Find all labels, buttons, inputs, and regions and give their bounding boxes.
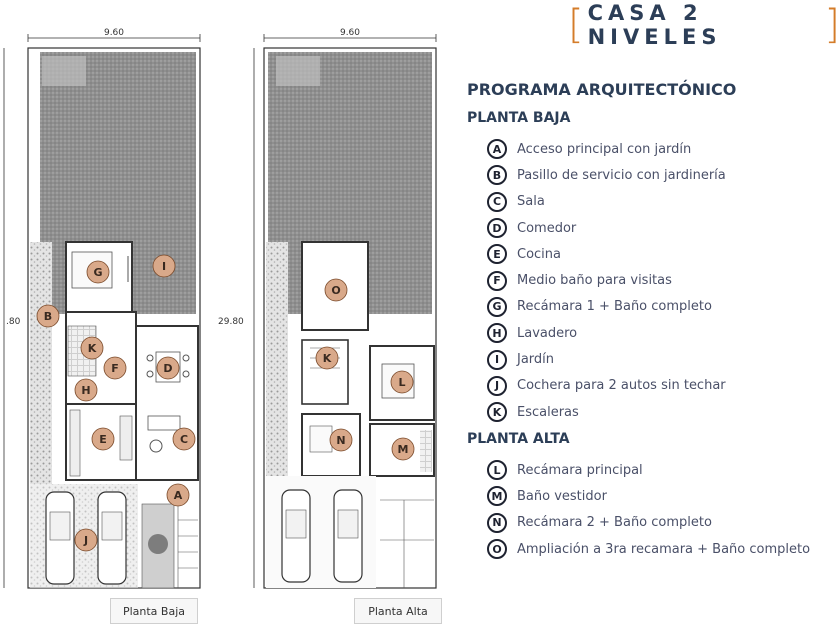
letter-badge: M bbox=[487, 486, 507, 506]
letter-badge: E bbox=[487, 244, 507, 264]
room-marker-f bbox=[104, 357, 126, 379]
list-item bbox=[487, 346, 726, 372]
svg-text:E: E bbox=[99, 433, 107, 446]
letter-badge: D bbox=[487, 218, 507, 238]
caption-planta-alta: Planta Alta bbox=[354, 598, 442, 624]
room-marker-d bbox=[157, 357, 179, 379]
svg-text:F: F bbox=[111, 362, 119, 375]
letter-badge: G bbox=[487, 297, 507, 317]
svg-text:H: H bbox=[81, 384, 91, 397]
svg-text:D: D bbox=[163, 362, 173, 375]
item-text: Comedor bbox=[517, 220, 577, 236]
program-heading: PROGRAMA ARQUITECTÓNICO bbox=[467, 80, 737, 99]
list-item bbox=[487, 320, 726, 346]
letter-badge: I bbox=[487, 350, 507, 370]
list-item bbox=[487, 373, 726, 399]
letter-badge: B bbox=[487, 165, 507, 185]
letter-badge: K bbox=[487, 402, 507, 422]
room-marker-h bbox=[75, 379, 97, 401]
room-marker-n bbox=[330, 429, 352, 451]
list-item bbox=[487, 399, 726, 425]
svg-text:N: N bbox=[336, 434, 346, 447]
item-text: Cochera para 2 autos sin techar bbox=[517, 378, 726, 394]
title-bracket-right: ] bbox=[824, 2, 840, 48]
room-marker-o bbox=[325, 279, 347, 301]
list-item bbox=[487, 483, 810, 509]
letter-badge: O bbox=[487, 539, 507, 559]
letter-badge: H bbox=[487, 323, 507, 343]
list-item bbox=[487, 162, 726, 188]
svg-text:M: M bbox=[397, 443, 409, 456]
title-block bbox=[568, 1, 840, 49]
list-item bbox=[487, 536, 810, 562]
item-text: Recámara 1 + Baño completo bbox=[517, 299, 712, 315]
planta-baja-list bbox=[487, 136, 726, 425]
letter-badge: L bbox=[487, 460, 507, 480]
room-marker-i bbox=[153, 255, 175, 277]
svg-text:K: K bbox=[87, 342, 97, 355]
letter-badge: F bbox=[487, 271, 507, 291]
letter-badge: N bbox=[487, 513, 507, 533]
svg-text:C: C bbox=[179, 433, 189, 446]
caption-planta-baja: Planta Baja bbox=[110, 598, 198, 624]
room-marker-k-alta bbox=[316, 347, 338, 369]
room-marker-m bbox=[392, 438, 414, 460]
item-text: Medio baño para visitas bbox=[517, 273, 672, 289]
letter-badge: C bbox=[487, 192, 507, 212]
room-marker-c bbox=[173, 428, 195, 450]
item-text: Sala bbox=[517, 194, 545, 210]
list-item bbox=[487, 294, 726, 320]
room-marker-g bbox=[87, 261, 109, 283]
planta-alta-heading: PLANTA ALTA bbox=[467, 431, 570, 447]
room-marker-k bbox=[81, 337, 103, 359]
svg-text:O: O bbox=[331, 284, 341, 297]
svg-text:G: G bbox=[93, 266, 103, 279]
list-item bbox=[487, 136, 726, 162]
room-marker-e bbox=[92, 428, 114, 450]
room-marker-a bbox=[167, 484, 189, 506]
list-item bbox=[487, 510, 810, 536]
depth-dimension-label-left: .80 bbox=[6, 317, 21, 327]
width-dimension-label: 9.60 bbox=[103, 28, 125, 38]
svg-text:L: L bbox=[398, 376, 406, 389]
item-text: Escaleras bbox=[517, 404, 579, 420]
item-text: Ampliación a 3ra recamara + Baño completo bbox=[517, 541, 811, 557]
svg-text:A: A bbox=[173, 489, 183, 502]
list-item bbox=[487, 215, 726, 241]
svg-text:I: I bbox=[161, 260, 167, 273]
list-item bbox=[487, 241, 726, 267]
width-dimension-label-alta: 9.60 bbox=[339, 28, 361, 38]
depth-dimension-label: 29.80 bbox=[218, 317, 244, 327]
plan-planta-alta bbox=[218, 28, 436, 588]
list-item bbox=[487, 189, 726, 215]
page-title: CASA 2 NIVELES bbox=[587, 1, 722, 49]
room-marker-j bbox=[75, 529, 97, 551]
service-corridor bbox=[30, 242, 52, 484]
item-text: Acceso principal con jardín bbox=[517, 141, 692, 157]
list-item bbox=[487, 457, 810, 483]
letter-badge: J bbox=[487, 376, 507, 396]
item-text: Recámara principal bbox=[517, 462, 643, 478]
list-item bbox=[487, 267, 726, 293]
svg-text:J: J bbox=[83, 534, 89, 547]
item-text: Recámara 2 + Baño completo bbox=[517, 515, 712, 531]
planta-baja-heading: PLANTA BAJA bbox=[467, 110, 571, 126]
room-marker-l bbox=[391, 371, 413, 393]
planta-alta-list bbox=[487, 457, 810, 562]
svg-text:K: K bbox=[322, 352, 332, 365]
plan-planta-baja bbox=[4, 28, 200, 588]
item-text: Jardín bbox=[517, 352, 555, 368]
item-text: Cocina bbox=[517, 246, 561, 262]
item-text: Pasillo de servicio con jardinería bbox=[517, 167, 726, 183]
item-text: Baño vestidor bbox=[517, 488, 607, 504]
item-text: Lavadero bbox=[517, 325, 578, 341]
title-bracket-left: [ bbox=[568, 2, 584, 48]
letter-badge: A bbox=[487, 139, 507, 159]
svg-text:B: B bbox=[43, 310, 53, 323]
room-marker-b bbox=[37, 305, 59, 327]
